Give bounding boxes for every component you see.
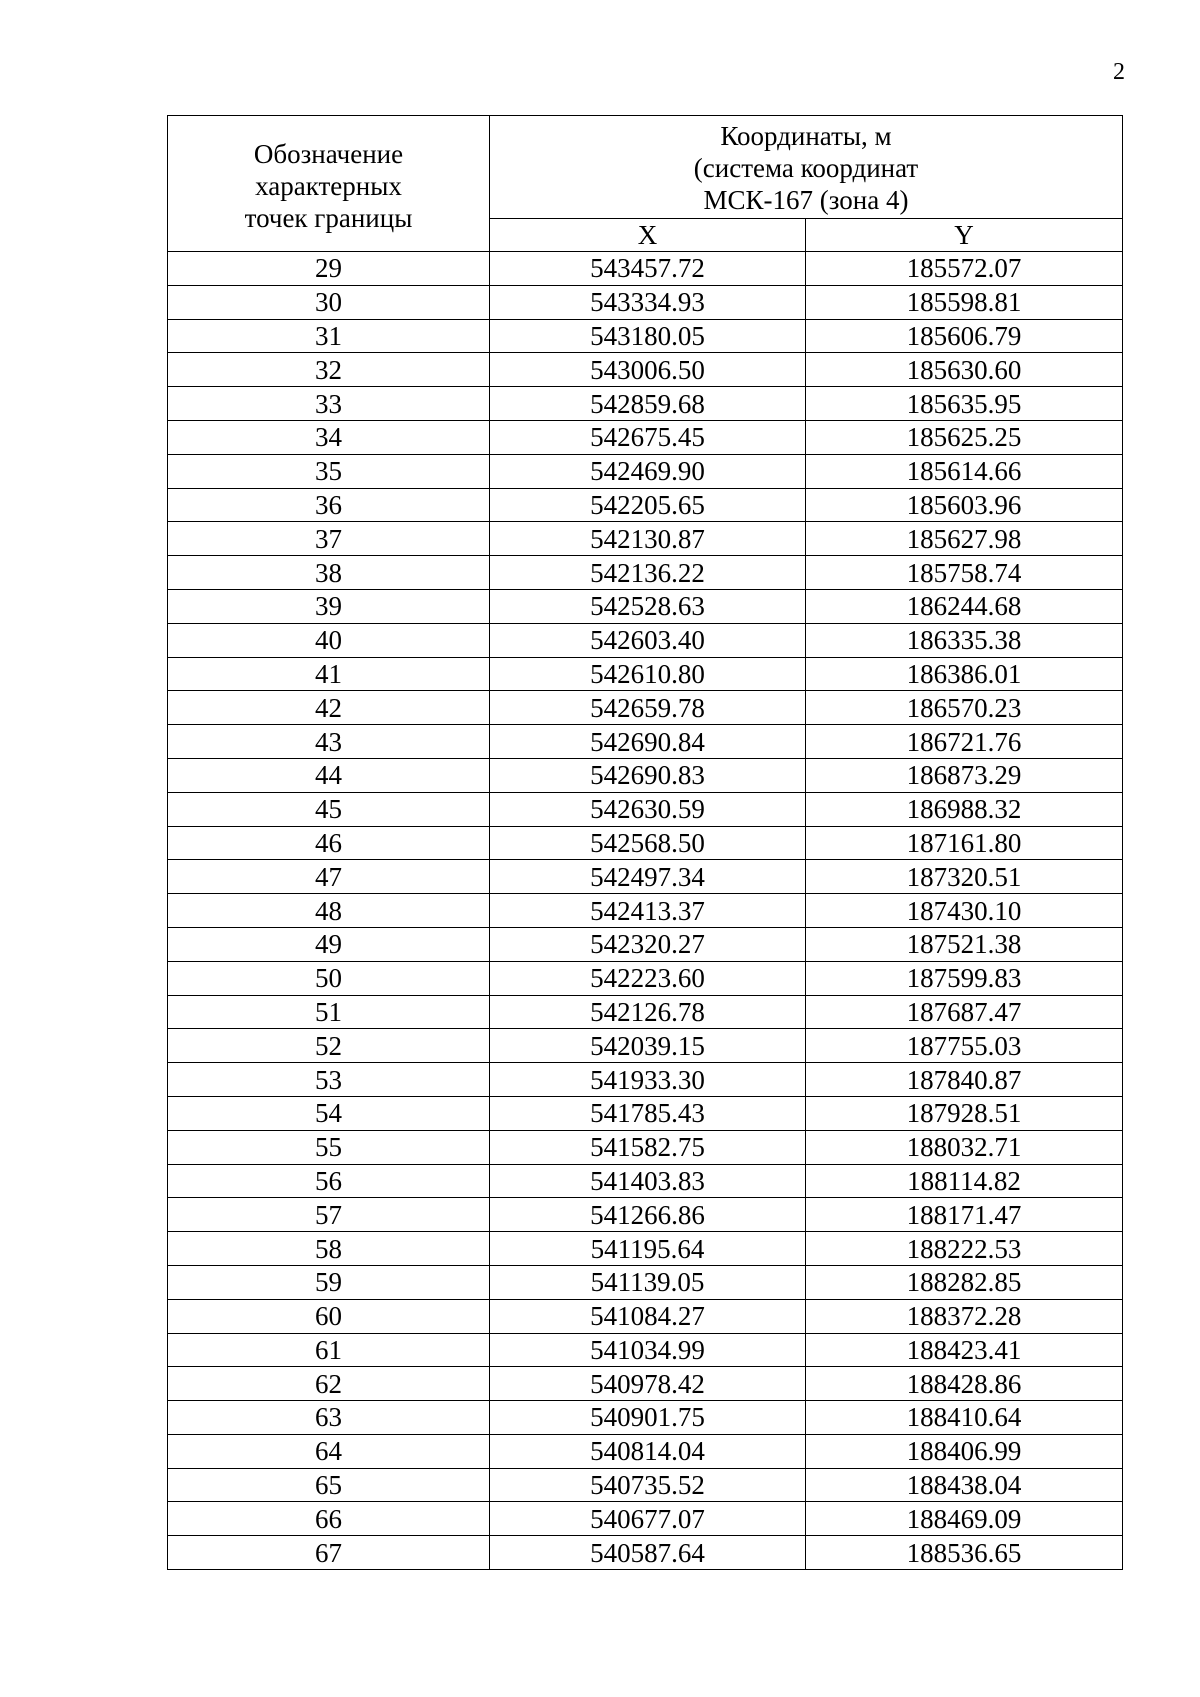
header-x: X (490, 219, 806, 252)
point-cell: 46 (168, 826, 490, 860)
x-coordinate-cell: 542130.87 (490, 522, 806, 556)
table-row (168, 454, 1123, 488)
x-coordinate-cell: 541582.75 (490, 1130, 806, 1164)
y-coordinate-cell: 187687.47 (806, 995, 1123, 1029)
y-coordinate-cell: 185635.95 (806, 387, 1123, 421)
table-row (168, 995, 1123, 1029)
x-coordinate-cell: 540677.07 (490, 1502, 806, 1536)
x-coordinate-cell: 542659.78 (490, 691, 806, 725)
y-coordinate-cell: 188469.09 (806, 1502, 1123, 1536)
y-coordinate-cell: 185603.96 (806, 488, 1123, 522)
point-cell: 58 (168, 1232, 490, 1266)
point-cell: 54 (168, 1096, 490, 1130)
y-coordinate-cell: 188410.64 (806, 1401, 1123, 1435)
point-cell: 41 (168, 657, 490, 691)
point-cell: 57 (168, 1198, 490, 1232)
x-coordinate-cell: 542320.27 (490, 927, 806, 961)
header-designation-line-2: характерных (255, 170, 402, 201)
y-coordinate-cell: 187521.38 (806, 927, 1123, 961)
header-point-designation (168, 116, 490, 252)
y-coordinate-cell: 187430.10 (806, 894, 1123, 928)
point-cell: 60 (168, 1299, 490, 1333)
table-row (168, 319, 1123, 353)
table-row (168, 894, 1123, 928)
y-coordinate-cell: 186988.32 (806, 792, 1123, 826)
y-coordinate-cell: 185758.74 (806, 556, 1123, 590)
point-cell: 62 (168, 1367, 490, 1401)
y-coordinate-cell: 187755.03 (806, 1029, 1123, 1063)
table-row (168, 1434, 1123, 1468)
x-coordinate-cell: 541403.83 (490, 1164, 806, 1198)
x-coordinate-cell: 542413.37 (490, 894, 806, 928)
x-coordinate-cell: 542675.45 (490, 420, 806, 454)
x-coordinate-cell: 543334.93 (490, 285, 806, 319)
point-cell: 36 (168, 488, 490, 522)
y-coordinate-cell: 186386.01 (806, 657, 1123, 691)
x-coordinate-cell: 542690.84 (490, 725, 806, 759)
table-row (168, 1198, 1123, 1232)
table-row (168, 961, 1123, 995)
page-number: 2 (1113, 59, 1125, 85)
point-cell: 51 (168, 995, 490, 1029)
x-coordinate-cell: 543457.72 (490, 252, 806, 286)
table-row (168, 725, 1123, 759)
y-coordinate-cell: 185630.60 (806, 353, 1123, 387)
table-row (168, 387, 1123, 421)
x-coordinate-cell: 542205.65 (490, 488, 806, 522)
y-coordinate-cell: 186244.68 (806, 589, 1123, 623)
y-coordinate-cell: 185614.66 (806, 454, 1123, 488)
header-coords-line-1: Координаты, м (720, 121, 892, 152)
y-coordinate-cell: 186873.29 (806, 758, 1123, 792)
y-coordinate-cell: 188171.47 (806, 1198, 1123, 1232)
x-coordinate-cell: 540978.42 (490, 1367, 806, 1401)
table-row (168, 252, 1123, 286)
x-coordinate-cell: 542568.50 (490, 826, 806, 860)
x-coordinate-cell: 540901.75 (490, 1401, 806, 1435)
table-row (168, 758, 1123, 792)
x-coordinate-cell: 541139.05 (490, 1265, 806, 1299)
x-coordinate-cell: 542126.78 (490, 995, 806, 1029)
point-cell: 63 (168, 1401, 490, 1435)
point-cell: 37 (168, 522, 490, 556)
x-coordinate-cell: 542136.22 (490, 556, 806, 590)
point-cell: 48 (168, 894, 490, 928)
y-coordinate-cell: 188282.85 (806, 1265, 1123, 1299)
table-row (168, 927, 1123, 961)
table-row (168, 792, 1123, 826)
header-y: Y (806, 219, 1123, 252)
x-coordinate-cell: 543006.50 (490, 353, 806, 387)
point-cell: 65 (168, 1468, 490, 1502)
y-coordinate-cell: 188428.86 (806, 1367, 1123, 1401)
table-row (168, 860, 1123, 894)
y-coordinate-cell: 187320.51 (806, 860, 1123, 894)
table-row (168, 1029, 1123, 1063)
header-designation-line-3: точек границы (244, 202, 413, 233)
point-cell: 44 (168, 758, 490, 792)
y-coordinate-cell: 188372.28 (806, 1299, 1123, 1333)
point-cell: 35 (168, 454, 490, 488)
y-coordinate-cell: 185598.81 (806, 285, 1123, 319)
table-row (168, 488, 1123, 522)
point-cell: 47 (168, 860, 490, 894)
table-row (168, 691, 1123, 725)
x-coordinate-cell: 542859.68 (490, 387, 806, 421)
table-row (168, 1299, 1123, 1333)
x-coordinate-cell: 541084.27 (490, 1299, 806, 1333)
y-coordinate-cell: 185627.98 (806, 522, 1123, 556)
table-row (168, 1468, 1123, 1502)
table-row (168, 556, 1123, 590)
point-cell: 45 (168, 792, 490, 826)
y-coordinate-cell: 188406.99 (806, 1434, 1123, 1468)
table-row (168, 1232, 1123, 1266)
x-coordinate-cell: 540814.04 (490, 1434, 806, 1468)
y-coordinate-cell: 188536.65 (806, 1536, 1123, 1570)
point-cell: 42 (168, 691, 490, 725)
table-body (168, 252, 1123, 1570)
point-cell: 33 (168, 387, 490, 421)
point-cell: 34 (168, 420, 490, 454)
table-row (168, 1536, 1123, 1570)
y-coordinate-cell: 185572.07 (806, 252, 1123, 286)
point-cell: 39 (168, 589, 490, 623)
table-row (168, 1164, 1123, 1198)
table-row (168, 285, 1123, 319)
x-coordinate-cell: 542630.59 (490, 792, 806, 826)
table-row (168, 623, 1123, 657)
table-row (168, 1401, 1123, 1435)
table-row (168, 1063, 1123, 1097)
point-cell: 59 (168, 1265, 490, 1299)
y-coordinate-cell: 187599.83 (806, 961, 1123, 995)
point-cell: 30 (168, 285, 490, 319)
table-row (168, 657, 1123, 691)
point-cell: 29 (168, 252, 490, 286)
table-row (168, 1367, 1123, 1401)
x-coordinate-cell: 542469.90 (490, 454, 806, 488)
x-coordinate-cell: 542497.34 (490, 860, 806, 894)
y-coordinate-cell: 187928.51 (806, 1096, 1123, 1130)
x-coordinate-cell: 543180.05 (490, 319, 806, 353)
x-coordinate-cell: 541933.30 (490, 1063, 806, 1097)
point-cell: 32 (168, 353, 490, 387)
y-coordinate-cell: 188222.53 (806, 1232, 1123, 1266)
y-coordinate-cell: 186335.38 (806, 623, 1123, 657)
x-coordinate-cell: 540587.64 (490, 1536, 806, 1570)
y-coordinate-cell: 188438.04 (806, 1468, 1123, 1502)
point-cell: 49 (168, 927, 490, 961)
table-row (168, 420, 1123, 454)
y-coordinate-cell: 187840.87 (806, 1063, 1123, 1097)
header-coordinates (490, 116, 1123, 219)
x-coordinate-cell: 542690.83 (490, 758, 806, 792)
x-coordinate-cell: 542603.40 (490, 623, 806, 657)
x-coordinate-cell: 541785.43 (490, 1096, 806, 1130)
table-header (168, 116, 1123, 252)
point-cell: 52 (168, 1029, 490, 1063)
x-coordinate-cell: 542610.80 (490, 657, 806, 691)
x-coordinate-cell: 542223.60 (490, 961, 806, 995)
point-cell: 64 (168, 1434, 490, 1468)
x-coordinate-cell: 541034.99 (490, 1333, 806, 1367)
y-coordinate-cell: 185625.25 (806, 420, 1123, 454)
table-row (168, 1333, 1123, 1367)
table-row (168, 826, 1123, 860)
coordinates-table (167, 115, 1123, 1570)
table-row (168, 1265, 1123, 1299)
y-coordinate-cell: 188032.71 (806, 1130, 1123, 1164)
x-coordinate-cell: 542039.15 (490, 1029, 806, 1063)
y-coordinate-cell: 188114.82 (806, 1164, 1123, 1198)
table-row (168, 589, 1123, 623)
point-cell: 67 (168, 1536, 490, 1570)
point-cell: 55 (168, 1130, 490, 1164)
x-coordinate-cell: 541195.64 (490, 1232, 806, 1266)
table-row (168, 1502, 1123, 1536)
point-cell: 61 (168, 1333, 490, 1367)
point-cell: 50 (168, 961, 490, 995)
point-cell: 66 (168, 1502, 490, 1536)
y-coordinate-cell: 186570.23 (806, 691, 1123, 725)
header-designation-line-1: Обозначение (253, 138, 404, 169)
header-row-top (168, 116, 1123, 219)
table-row (168, 353, 1123, 387)
y-coordinate-cell: 187161.80 (806, 826, 1123, 860)
point-cell: 56 (168, 1164, 490, 1198)
header-coords-line-2: (система координат (693, 153, 919, 184)
y-coordinate-cell: 188423.41 (806, 1333, 1123, 1367)
point-cell: 53 (168, 1063, 490, 1097)
point-cell: 31 (168, 319, 490, 353)
point-cell: 43 (168, 725, 490, 759)
x-coordinate-cell: 540735.52 (490, 1468, 806, 1502)
header-coords-line-3: МСК-167 (зона 4) (703, 185, 909, 216)
y-coordinate-cell: 185606.79 (806, 319, 1123, 353)
table-row (168, 522, 1123, 556)
x-coordinate-cell: 542528.63 (490, 589, 806, 623)
y-coordinate-cell: 186721.76 (806, 725, 1123, 759)
point-cell: 40 (168, 623, 490, 657)
table-row (168, 1096, 1123, 1130)
x-coordinate-cell: 541266.86 (490, 1198, 806, 1232)
table-row (168, 1130, 1123, 1164)
point-cell: 38 (168, 556, 490, 590)
